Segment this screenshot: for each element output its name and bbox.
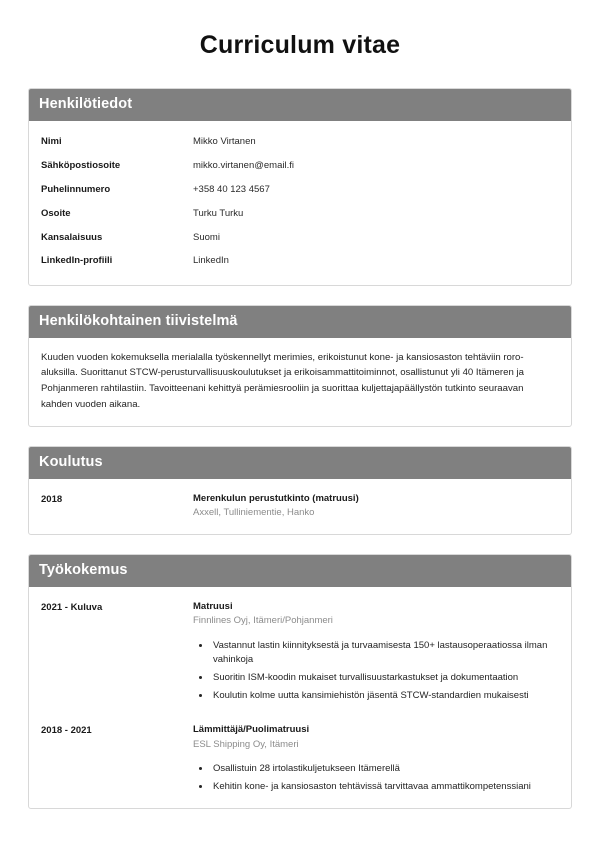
- info-value: Suomi: [193, 231, 220, 243]
- experience-body: [29, 587, 571, 808]
- education-body: [29, 479, 571, 534]
- entry-subtitle: Finnlines Oyj, Itämeri/Pohjanmeri: [193, 615, 333, 627]
- section-summary: [28, 305, 572, 427]
- table-row: [41, 226, 559, 250]
- section-personal-info: [28, 88, 572, 286]
- info-value: +358 40 123 4567: [193, 183, 270, 195]
- table-row: [41, 155, 559, 179]
- info-label: Nimi: [41, 136, 62, 148]
- section-heading-experience: Työkokemus: [29, 555, 571, 587]
- info-label: Kansalaisuus: [41, 231, 103, 243]
- personal-info-body: [29, 121, 571, 285]
- entry-title: Merenkulun perustutkinto (matruusi): [193, 492, 359, 504]
- entry-bullet-list: [193, 762, 559, 794]
- list-item: • Vastannut lastin kiinnityksestä ja turvaamisesta 150+ lastausoperaatiossa ilman vahinkoja: [211, 639, 559, 668]
- entry-main: [193, 723, 559, 794]
- entry-subtitle: ESL Shipping Oy, Itämeri: [193, 739, 299, 751]
- list-item: • Koulutin kolme uutta kansimiehistön jäsentä STCW-standardien mukaisesti: [211, 689, 559, 704]
- table-row: [41, 202, 559, 226]
- table-row: [41, 178, 559, 202]
- list-item: • Kehitin kone- ja kansiosaston tehtävissä tarvittavaa ammattikompetenssiani: [211, 780, 559, 795]
- list-item: • Osallistuin 28 irtolastikuljetukseen Itämerellä: [211, 762, 559, 777]
- entry-date: 2021 - Kuluva: [41, 601, 103, 613]
- section-heading-education: Koulutus: [29, 447, 571, 479]
- entry-main: [193, 600, 559, 704]
- entry-main: [193, 492, 559, 521]
- table-row: [41, 131, 559, 155]
- summary-paragraph: Kuuden vuoden kokemuksella merialalla työskennellyt merimies, erikoistunut kone- ja kansiosaston tehtäviin roro-aluksilla. Suorittanut STCW-perusturvallisuuskoulutukset ja erikoisammattitoiminnot, osallistunut yli 40 Itämeren ja Pohjanmeren rahtilastiin. Tavoitteenani kehittyä perämiesrooliin ja suorittaa kuljettajapäällystön tutkinto seuraavan kahden vuoden aikana.: [41, 351, 524, 411]
- info-value: mikko.virtanen@email.fi: [193, 160, 294, 172]
- sections-container: [0, 88, 600, 809]
- section-heading-personal-info: Henkilötiedot: [29, 89, 571, 121]
- info-value: Turku Turku: [193, 207, 244, 219]
- table-row: [41, 250, 559, 274]
- section-experience: [28, 554, 572, 809]
- info-label: Osoite: [41, 207, 71, 219]
- info-label: LinkedIn-profiili: [41, 255, 113, 267]
- personal-info-table: [41, 131, 559, 274]
- info-label: Sähköpostiosoite: [41, 160, 121, 172]
- list-item: • Suoritin ISM-koodin mukaiset turvallisuustarkastukset ja dokumentaation: [211, 671, 559, 686]
- experience-entry: [41, 597, 559, 706]
- entry-date: 2018 - 2021: [41, 725, 92, 737]
- info-value: Mikko Virtanen: [193, 136, 256, 148]
- entry-title: Matruusi: [193, 600, 233, 612]
- education-entry: [41, 489, 559, 523]
- section-heading-summary: Henkilökohtainen tiivistelmä: [29, 306, 571, 338]
- entry-subtitle: Axxell, Tulliniementie, Hanko: [193, 507, 315, 519]
- section-education: [28, 446, 572, 535]
- summary-body: [29, 338, 571, 426]
- info-label: Puhelinnumero: [41, 183, 111, 195]
- entry-title: Lämmittäjä/Puolimatruusi: [193, 724, 310, 736]
- entry-bullet-list: [193, 639, 559, 704]
- info-value-linkedin[interactable]: LinkedIn: [193, 255, 229, 267]
- page-title: Curriculum vitae: [199, 31, 401, 59]
- entry-date: 2018: [41, 493, 63, 505]
- experience-entry: [41, 720, 559, 796]
